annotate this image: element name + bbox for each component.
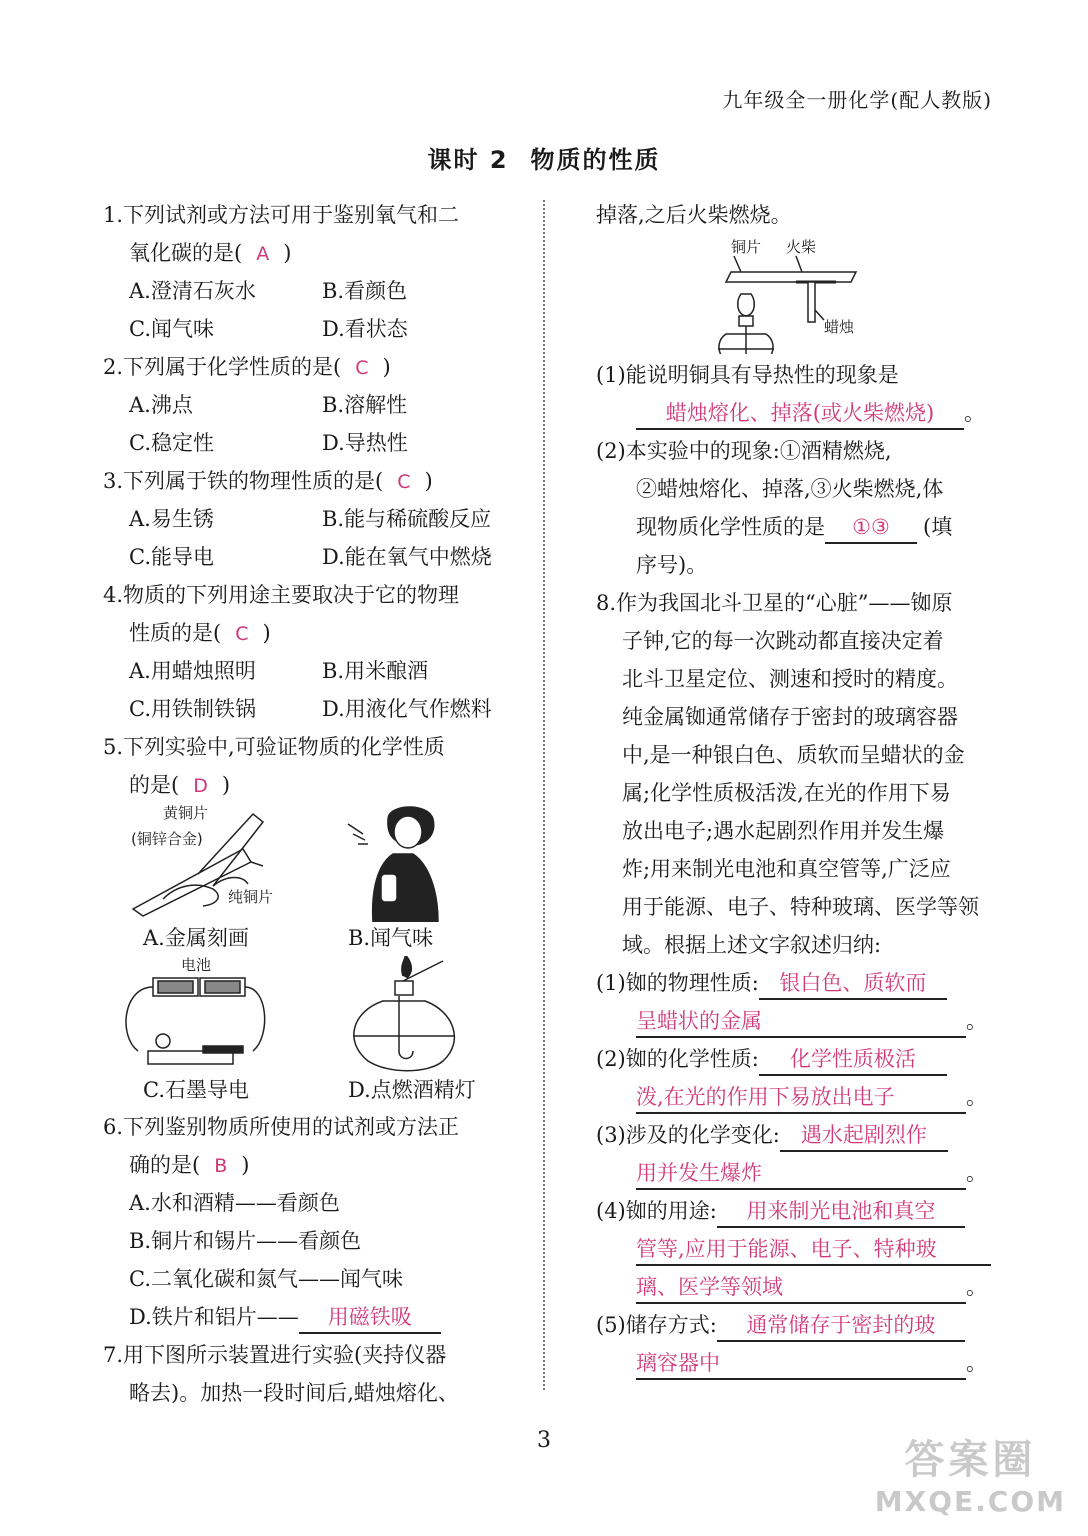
question-8-passage-line: 子钟,它的每一次跳动都直接决定着 — [622, 629, 944, 653]
question-6-stem-2 — [103, 1146, 523, 1184]
option-d: D.能在氧气中燃烧 — [322, 545, 492, 569]
option-c: C.二氧化碳和氮气——闻气味 — [129, 1267, 403, 1291]
question-7-part-1-answer-line — [596, 394, 991, 432]
part-1-answer-2: 呈蜡状的金属 — [636, 1006, 966, 1038]
question-8-passage-line: 纯金属铷通常储存于密封的玻璃容器 — [622, 705, 958, 729]
part-1-answer-1: 银白色、质软而 — [759, 968, 947, 1000]
question-7-part-2-line-4: 序号)。 — [636, 553, 708, 577]
option-b: B.铜片和锡片——看颜色 — [129, 1229, 362, 1253]
question-8-passage-line: 炸;用来制光电池和真空管等,广泛应 — [622, 857, 951, 881]
option-b: B.溶解性 — [322, 393, 408, 417]
question-4-stem: 4.物质的下列用途主要取决于它的物理 — [103, 583, 460, 607]
question-5-figures-row-1 — [103, 804, 523, 956]
question-5-answer: D — [193, 775, 208, 797]
question-7-part-2-line-2: ②蜡烛熔化、掉落,③火柴燃烧,体 — [636, 477, 944, 501]
part-label: (1)铷的物理性质: — [596, 971, 759, 995]
question-3 — [103, 462, 523, 576]
part-5-answer-2: 璃容器中 — [636, 1348, 966, 1380]
label-pure-copper: 纯铜片 — [228, 888, 274, 906]
part-label: (2)铷的化学性质: — [596, 1047, 759, 1071]
lesson-name: 物质的性质 — [530, 146, 661, 174]
part-2-text: 现物质化学性质的是 — [636, 515, 825, 539]
option-b: B.看颜色 — [322, 279, 408, 303]
option-c: C.用铁制铁锅 — [129, 697, 256, 721]
question-8-part-2 — [596, 1040, 991, 1078]
column-divider — [543, 200, 545, 1390]
question-8-part-1-line-2 — [596, 1002, 991, 1040]
question-8-part-3 — [596, 1116, 991, 1154]
part-3-answer-2: 用并发生爆炸 — [636, 1158, 966, 1190]
stem-close: ) — [382, 355, 391, 379]
question-6-stem: 6.下列鉴别物质所使用的试剂或方法正 — [103, 1115, 460, 1139]
running-header: 九年级全一册化学(配人教版) — [722, 88, 992, 112]
question-7-part-2: (2)本实验中的现象:①酒精燃烧, — [596, 439, 892, 463]
question-8-passage-line: 北斗卫星定位、测速和授时的精度。 — [622, 667, 958, 691]
label-battery: 电池 — [181, 956, 212, 974]
option-a: A.易生锈 — [129, 507, 214, 531]
page-number: 3 — [537, 1428, 551, 1453]
question-6-answer: B — [214, 1155, 228, 1177]
question-2-stem — [103, 348, 523, 386]
option-d: D.导热性 — [322, 431, 408, 455]
stem-text: 3.下列属于铁的物理性质的是( — [103, 469, 384, 493]
question-4-answer: C — [235, 623, 249, 645]
option-d-text: D.铁片和铝片—— — [129, 1305, 299, 1329]
question-7-stem-3: 掉落,之后火柴燃烧。 — [596, 203, 792, 227]
question-2 — [103, 348, 523, 462]
caption-b: B.闻气味 — [348, 926, 434, 950]
watermark-url: MXQE.COM — [874, 1485, 1066, 1518]
watermark — [875, 1428, 1066, 1518]
option-a: A.沸点 — [129, 393, 193, 417]
option-b: B.用米酿酒 — [322, 659, 429, 683]
option-b: B.能与稀硫酸反应 — [322, 507, 492, 531]
question-3-stem — [103, 462, 523, 500]
question-8-part-1 — [596, 964, 991, 1002]
question-1-answer: A — [256, 243, 270, 265]
watermark-logo-text: 答案圈 — [904, 1437, 1037, 1483]
label-brass: 黄铜片 — [163, 804, 209, 822]
question-8-passage-line: 中,是一种银白色、质软而呈蜡状的金 — [622, 743, 965, 767]
sentence-end: 。 — [966, 1161, 987, 1185]
question-4-options-row-1 — [103, 652, 523, 690]
question-7-part-2-answer: ①③ — [825, 512, 917, 544]
option-a: A.澄清石灰水 — [129, 279, 256, 303]
question-8 — [596, 584, 991, 1382]
label-brass-alloy: (铜锌合金) — [131, 830, 203, 848]
question-8-part-5-line-2 — [596, 1344, 991, 1382]
option-d-answer-blank: 用磁铁吸 — [299, 1302, 441, 1334]
question-5 — [103, 728, 523, 1108]
question-8-part-4-line-3 — [596, 1268, 991, 1306]
part-5-answer-1: 通常储存于密封的玻 — [717, 1310, 965, 1342]
question-2-options-row-1 — [103, 386, 523, 424]
question-7-stem-2: 略去)。加热一段时间后,蜡烛熔化、 — [129, 1381, 459, 1405]
caption-a: A.金属刻画 — [143, 926, 249, 950]
question-8-part-4-line-2 — [596, 1230, 991, 1268]
question-8-passage-line: 域。根据上述文字叙述归纳: — [622, 933, 882, 957]
figure-metal-scratch-and-smell — [103, 804, 523, 922]
part-4-answer-3: 璃、医学等领域 — [636, 1272, 966, 1304]
part-4-answer-2: 管等,应用于能源、电子、特种玻 — [636, 1234, 991, 1266]
question-7-part-1-answer: 蜡烛熔化、掉落(或火柴燃烧) — [636, 398, 964, 430]
question-8-part-4 — [596, 1192, 991, 1230]
label-match: 火柴 — [786, 238, 817, 256]
part-4-answer-1: 用来制光电池和真空 — [717, 1196, 965, 1228]
question-8-part-2-line-2 — [596, 1078, 991, 1116]
question-8-passage-line: 放出电子;遇水起剧烈作用并发生爆 — [622, 819, 945, 843]
caption-c: C.石墨导电 — [143, 1078, 249, 1102]
part-2-answer-2: 泼,在光的作用下易放出电子 — [636, 1082, 966, 1114]
part-label: (4)铷的用途: — [596, 1199, 717, 1223]
stem-close: ) — [221, 773, 231, 797]
caption-d: D.点燃酒精灯 — [348, 1078, 476, 1102]
question-7-stem: 7.用下图所示装置进行实验(夹持仪器 — [103, 1343, 447, 1367]
question-3-answer: C — [397, 471, 411, 493]
stem-text: 的是( — [129, 773, 180, 797]
apparatus-lines — [718, 256, 856, 354]
option-d: D.用液化气作燃料 — [322, 697, 492, 721]
figure-graphite-and-lamp — [103, 956, 523, 1074]
question-6 — [103, 1108, 523, 1336]
stem-close: ) — [262, 621, 271, 645]
question-5-stem: 5.下列实验中,可验证物质的化学性质 — [103, 735, 445, 759]
question-5-stem-2 — [103, 766, 523, 804]
option-c: C.能导电 — [129, 545, 214, 569]
question-8-passage-line: 用于能源、电子、特种玻璃、医学等领 — [622, 895, 979, 919]
circuit-illustration — [126, 978, 265, 1064]
alcohol-lamp-illustration — [353, 956, 455, 1071]
question-8-part-5 — [596, 1306, 991, 1344]
question-4-stem-2 — [103, 614, 523, 652]
question-4 — [103, 576, 523, 728]
label-copper-sheet: 铜片 — [731, 238, 762, 256]
question-1-stem-2 — [103, 234, 523, 272]
option-d: D.看状态 — [322, 317, 408, 341]
stem-close: ) — [283, 241, 292, 265]
part-label: (5)储存方式: — [596, 1313, 717, 1337]
left-column — [103, 196, 523, 1412]
part-2-fill-note: (填 — [923, 515, 953, 539]
stem-text: 确的是( — [129, 1153, 201, 1177]
label-candle: 蜡烛 — [824, 318, 855, 336]
question-8-passage-line: 8.作为我国北斗卫星的“心脏”——铷原 — [596, 591, 953, 615]
question-1 — [103, 196, 523, 348]
part-3-answer-1: 遇水起剧烈作 — [780, 1120, 948, 1152]
right-column — [596, 196, 991, 1382]
sentence-end: 。 — [966, 1275, 987, 1299]
stem-close: ) — [241, 1153, 250, 1177]
question-2-answer: C — [355, 357, 369, 379]
stem-text: 性质的是( — [129, 621, 222, 645]
lesson-number: 课时 2 — [427, 146, 509, 174]
question-5-figures-row-2 — [103, 956, 523, 1108]
sentence-end: 。 — [966, 1085, 987, 1109]
question-4-options-row-2 — [103, 690, 523, 728]
question-7-figure — [596, 234, 991, 356]
sentence-end: 。 — [966, 1009, 987, 1033]
question-1-stem: 1.下列试剂或方法可用于鉴别氧气和二 — [103, 203, 460, 227]
smell-illustration — [348, 807, 438, 922]
part-2-answer-1: 化学性质极活 — [759, 1044, 947, 1076]
question-7-part-2-line-3 — [596, 508, 991, 546]
question-1-options-row-1 — [103, 272, 523, 310]
sentence-end: 。 — [966, 1351, 987, 1375]
part-label: (3)涉及的化学变化: — [596, 1123, 780, 1147]
question-8-passage-line: 属;化学性质极活泼,在光的作用下易 — [622, 781, 951, 805]
question-8-part-3-line-2 — [596, 1154, 991, 1192]
question-2-options-row-2 — [103, 424, 523, 462]
sentence-end: 。 — [964, 401, 985, 425]
stem-close: ) — [424, 469, 433, 493]
lesson-title — [0, 140, 1088, 175]
question-3-options-row-2 — [103, 538, 523, 576]
stem-text: 2.下列属于化学性质的是( — [103, 355, 342, 379]
question-7-part-1: (1)能说明铜具有导热性的现象是 — [596, 363, 899, 387]
question-7-start — [103, 1336, 523, 1412]
option-d — [103, 1298, 523, 1336]
copper-heating-apparatus — [596, 234, 991, 354]
option-a: A.水和酒精——看颜色 — [129, 1191, 340, 1215]
question-3-options-row-1 — [103, 500, 523, 538]
option-a: A.用蜡烛照明 — [129, 659, 256, 683]
option-c: C.稳定性 — [129, 431, 214, 455]
stem-text: 氧化碳的是( — [129, 241, 243, 265]
option-c: C.闻气味 — [129, 317, 214, 341]
question-1-options-row-2 — [103, 310, 523, 348]
